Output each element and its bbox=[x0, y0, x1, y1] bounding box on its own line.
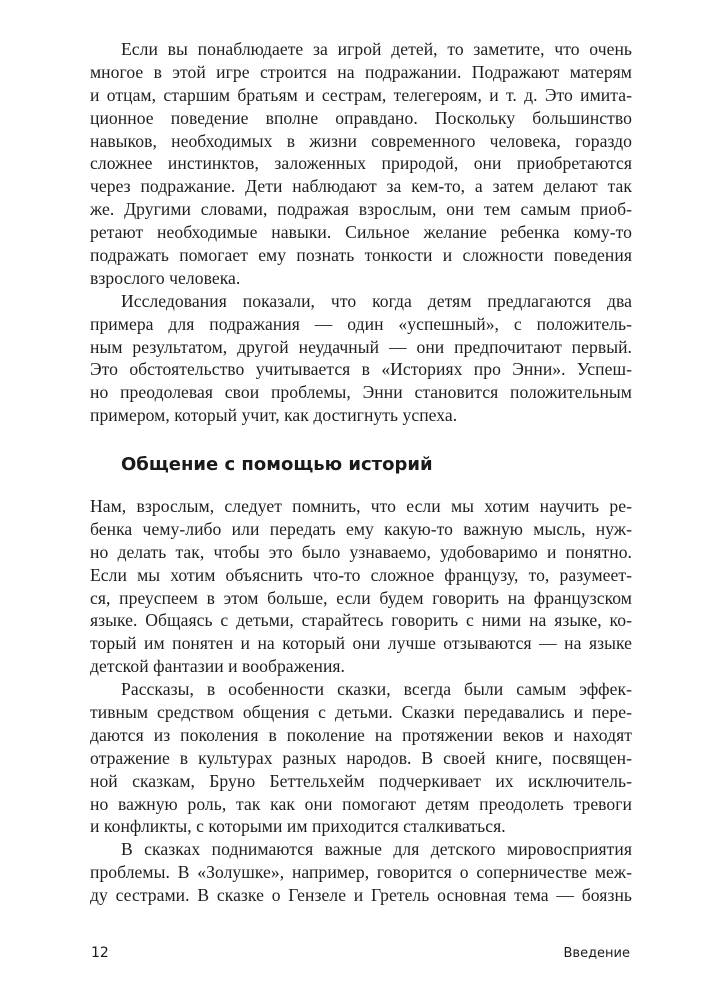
text-line: и отцам, старшим братьям и сестрам, телегероям, и т. д. Это имита- bbox=[90, 84, 632, 105]
section-heading: Общение с помощью историй bbox=[121, 454, 433, 475]
paragraph-research bbox=[90, 290, 632, 427]
text-line: примером, который учит, как достигнуть успеха. bbox=[90, 405, 458, 426]
text-line: но делать так, чтобы это было узнаваемо, удобоваримо и понятно. bbox=[90, 541, 632, 562]
text-line: навыков, необходимых в жизни современного человека, гораздо bbox=[90, 130, 632, 151]
text-line: бенка чему-либо или передать ему какую-то важную мысль, нуж- bbox=[90, 518, 632, 539]
text-line: же. Другими словами, подражая взрослым, они тем самым приоб- bbox=[90, 199, 632, 220]
text-line: подражать помогает ему познать тонкости и сложности поведения bbox=[90, 245, 632, 266]
text-line: ной сказкам, Бруно Беттельхейм подчеркивает их исключитель- bbox=[90, 770, 632, 791]
text-line: примера для подражания — один «успешный», с положитель- bbox=[90, 313, 632, 334]
text-line: ретают необходимые навыки. Сильное желание ребенка кому-то bbox=[90, 222, 632, 243]
paragraph-tale-problems bbox=[90, 838, 632, 907]
text-line: Если вы понаблюдаете за игрой детей, то заметите, что очень bbox=[121, 39, 632, 59]
text-line: и конфликты, с которыми им приходится сталкиваться. bbox=[90, 816, 506, 837]
text-line: торый им понятен и на который они лучше отзываются — на языке bbox=[90, 633, 632, 654]
text-line: Если мы хотим объяснить что-то сложное французу, то, разумеет- bbox=[90, 564, 632, 585]
running-footer-section-title: Введение bbox=[563, 946, 630, 961]
text-line: через подражание. Дети наблюдают за кем-то, а затем делают так bbox=[90, 176, 632, 197]
text-line: даются из поколения в поколение на протяжении веков и находят bbox=[90, 724, 632, 745]
paragraph-imitation bbox=[90, 38, 632, 290]
text-line: языке. Общаясь с детьми, старайтесь говорить с ними на языке, ко- bbox=[90, 610, 632, 631]
paragraph-communication bbox=[90, 495, 632, 678]
page-number: 12 bbox=[91, 945, 109, 961]
text-line: тивным средством общения с детьми. Сказки передавались и пере- bbox=[90, 702, 632, 723]
text-line: ционное поведение вполне оправдано. Поскольку большинство bbox=[90, 107, 632, 128]
text-line: но важную роль, так как они помогают детям преодолеть тревоги bbox=[90, 793, 632, 814]
text-line: взрослого человека. bbox=[90, 267, 241, 288]
text-line: Это обстоятельство учитывается в «Историях про Энни». Успеш- bbox=[90, 359, 632, 380]
text-line: Нам, взрослым, следует помнить, что если мы хотим научить ре- bbox=[90, 496, 632, 516]
text-line: ду сестрами. В сказке о Гензеле и Гретель основная тема — боязнь bbox=[90, 885, 632, 906]
text-line: многое в этой игре строится на подражании. Подражают матерям bbox=[90, 61, 632, 82]
text-line: но преодолевая свои проблемы, Энни становится положительным bbox=[90, 382, 632, 403]
text-line: отражение в культурах разных народов. В своей книге, посвящен- bbox=[90, 747, 632, 768]
body-text-top bbox=[90, 38, 632, 427]
body-text-bottom bbox=[90, 495, 632, 907]
text-line: Рассказы, в особенности сказки, всегда были самым эффек- bbox=[121, 679, 632, 700]
text-line: ся, преуспеем в этом больше, если будем говорить на французском bbox=[90, 587, 632, 608]
text-line: ным результатом, другой неудачный — они предпочитают первый. bbox=[90, 336, 632, 357]
paragraph-fairy-tales bbox=[90, 678, 632, 838]
text-line: Исследования показали, что когда детям предлагаются два bbox=[121, 290, 632, 311]
text-line: детской фантазии и воображения. bbox=[90, 656, 346, 677]
text-line: проблемы. В «Золушке», например, говорится о соперничестве меж- bbox=[90, 862, 632, 883]
text-line: сложнее инстинктов, заложенных природой, они приобретаются bbox=[90, 153, 632, 174]
text-line: В сказках поднимаются важные для детского мировосприятия bbox=[121, 839, 632, 860]
